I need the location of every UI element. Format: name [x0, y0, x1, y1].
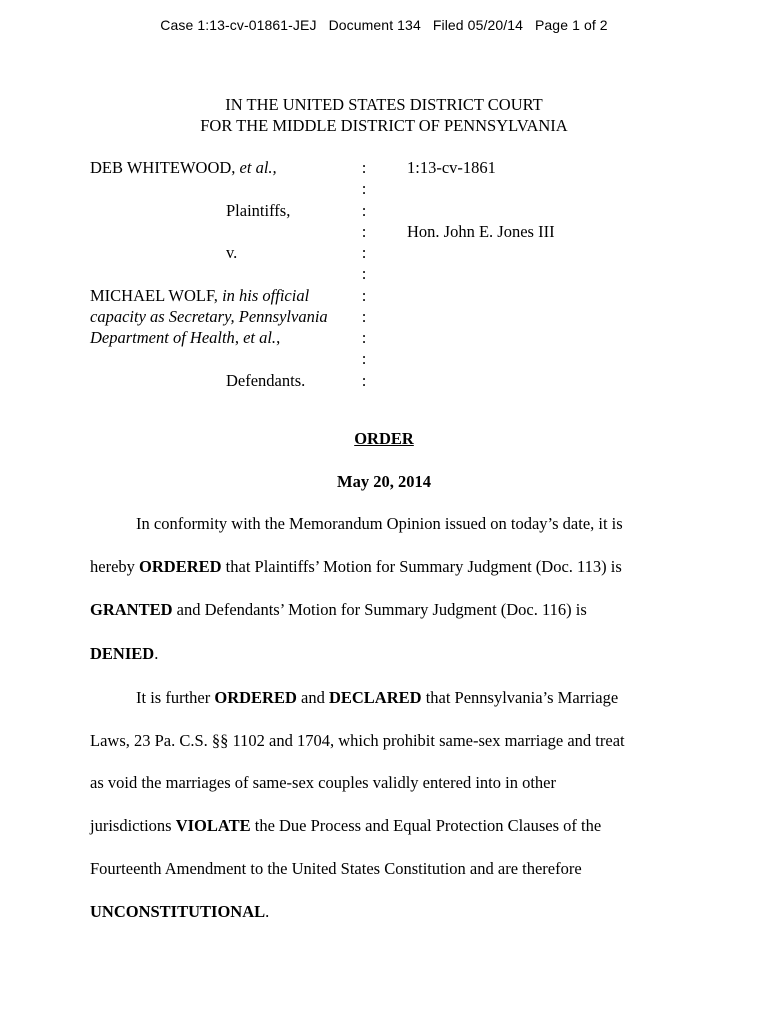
order-paragraph-2-line-3: as void the marriages of same-sex couples validly entered into in other	[90, 773, 556, 792]
ordered-emphasis: ORDERED	[139, 557, 222, 576]
unconstitutional-emphasis: UNCONSTITUTIONAL	[90, 902, 266, 921]
caption-colon: :	[361, 179, 367, 198]
document-header	[0, 17, 768, 33]
text-segment: the Due Process and Equal Protection Clauses of the	[254, 816, 602, 835]
granted-emphasis: GRANTED	[90, 600, 173, 619]
denied-emphasis: DENIED	[90, 644, 155, 663]
defendant-capacity-2: capacity as Secretary, Pennsylvania	[90, 307, 328, 326]
order-paragraph-2-line-5: Fourteenth Amendment to the United States Constitution and are therefore	[90, 859, 582, 878]
defendant-line-2	[90, 306, 328, 327]
order-paragraph-1-line-3	[90, 599, 587, 620]
caption-colon: :	[361, 243, 367, 262]
text-segment: and	[301, 688, 325, 707]
text-segment: .	[154, 644, 159, 663]
order-paragraph-1-line-4	[90, 643, 158, 664]
defendant-line-1	[90, 285, 309, 306]
defendant-name: MICHAEL WOLF,	[90, 286, 218, 305]
defendant-et-al: et al.	[243, 328, 277, 347]
order-paragraph-2-line-1	[136, 687, 618, 708]
defendant-department: Department of Health	[90, 328, 235, 347]
document-number-header: Document 134	[328, 17, 421, 33]
order-paragraph-1-line-2	[90, 556, 622, 577]
text-segment: jurisdictions	[90, 816, 172, 835]
defendant-capacity-1: in his official	[222, 286, 310, 305]
case-number-header: Case 1:13-cv-01861-JEJ	[160, 17, 317, 33]
text-segment: and Defendants’ Motion for Summary Judgment (Doc. 116) is	[176, 600, 587, 619]
order-paragraph-1-line-1: In conformity with the Memorandum Opinion issued on today’s date, it is	[136, 514, 623, 533]
court-name-line-2: FOR THE MIDDLE DISTRICT OF PENNSYLVANIA	[200, 116, 568, 135]
civil-case-number: 1:13-cv-1861	[407, 158, 496, 177]
defendant-sep: ,	[234, 328, 239, 347]
caption-colon: :	[361, 307, 367, 326]
order-paragraph-2-line-2: Laws, 23 Pa. C.S. §§ 1102 and 1704, which prohibit same-sex marriage and treat	[90, 731, 625, 750]
text-segment: It is further	[136, 688, 211, 707]
caption-colon: :	[361, 201, 367, 220]
caption-colon: :	[361, 158, 367, 177]
plaintiffs-label: Plaintiffs,	[226, 201, 291, 220]
court-name-line-1: IN THE UNITED STATES DISTRICT COURT	[225, 95, 543, 114]
plaintiff-name: DEB WHITEWOOD,	[90, 158, 236, 177]
judge-name: Hon. John E. Jones III	[407, 222, 555, 241]
plaintiff-line	[90, 157, 277, 178]
filed-date-header: Filed 05/20/14	[432, 17, 523, 33]
ordered-emphasis: ORDERED	[214, 688, 297, 707]
declared-emphasis: DECLARED	[328, 688, 422, 707]
order-date: May 20, 2014	[337, 472, 431, 491]
defendants-label: Defendants.	[226, 371, 306, 390]
caption-colon: :	[361, 264, 367, 283]
text-segment: .	[265, 902, 270, 921]
order-title: ORDER	[354, 429, 414, 448]
text-segment: hereby	[90, 557, 135, 576]
defendant-line-3	[90, 327, 280, 348]
order-paragraph-2-line-4	[90, 815, 601, 836]
caption-colon: :	[361, 371, 367, 390]
caption-colon: :	[361, 349, 367, 368]
order-paragraph-2-line-6	[90, 901, 269, 922]
defendant-end: ,	[276, 328, 281, 347]
plaintiff-et-al: et al.,	[239, 158, 277, 177]
caption-colon: :	[361, 328, 367, 347]
violate-emphasis: VIOLATE	[175, 816, 251, 835]
caption-colon: :	[361, 286, 367, 305]
text-segment: that Pennsylvania’s Marriage	[425, 688, 619, 707]
versus-label: v.	[226, 243, 238, 262]
page-indicator: Page 1 of 2	[534, 17, 608, 33]
text-segment: that Plaintiffs’ Motion for Summary Judgment (Doc. 113) is	[225, 557, 622, 576]
caption-colon: :	[361, 222, 367, 241]
